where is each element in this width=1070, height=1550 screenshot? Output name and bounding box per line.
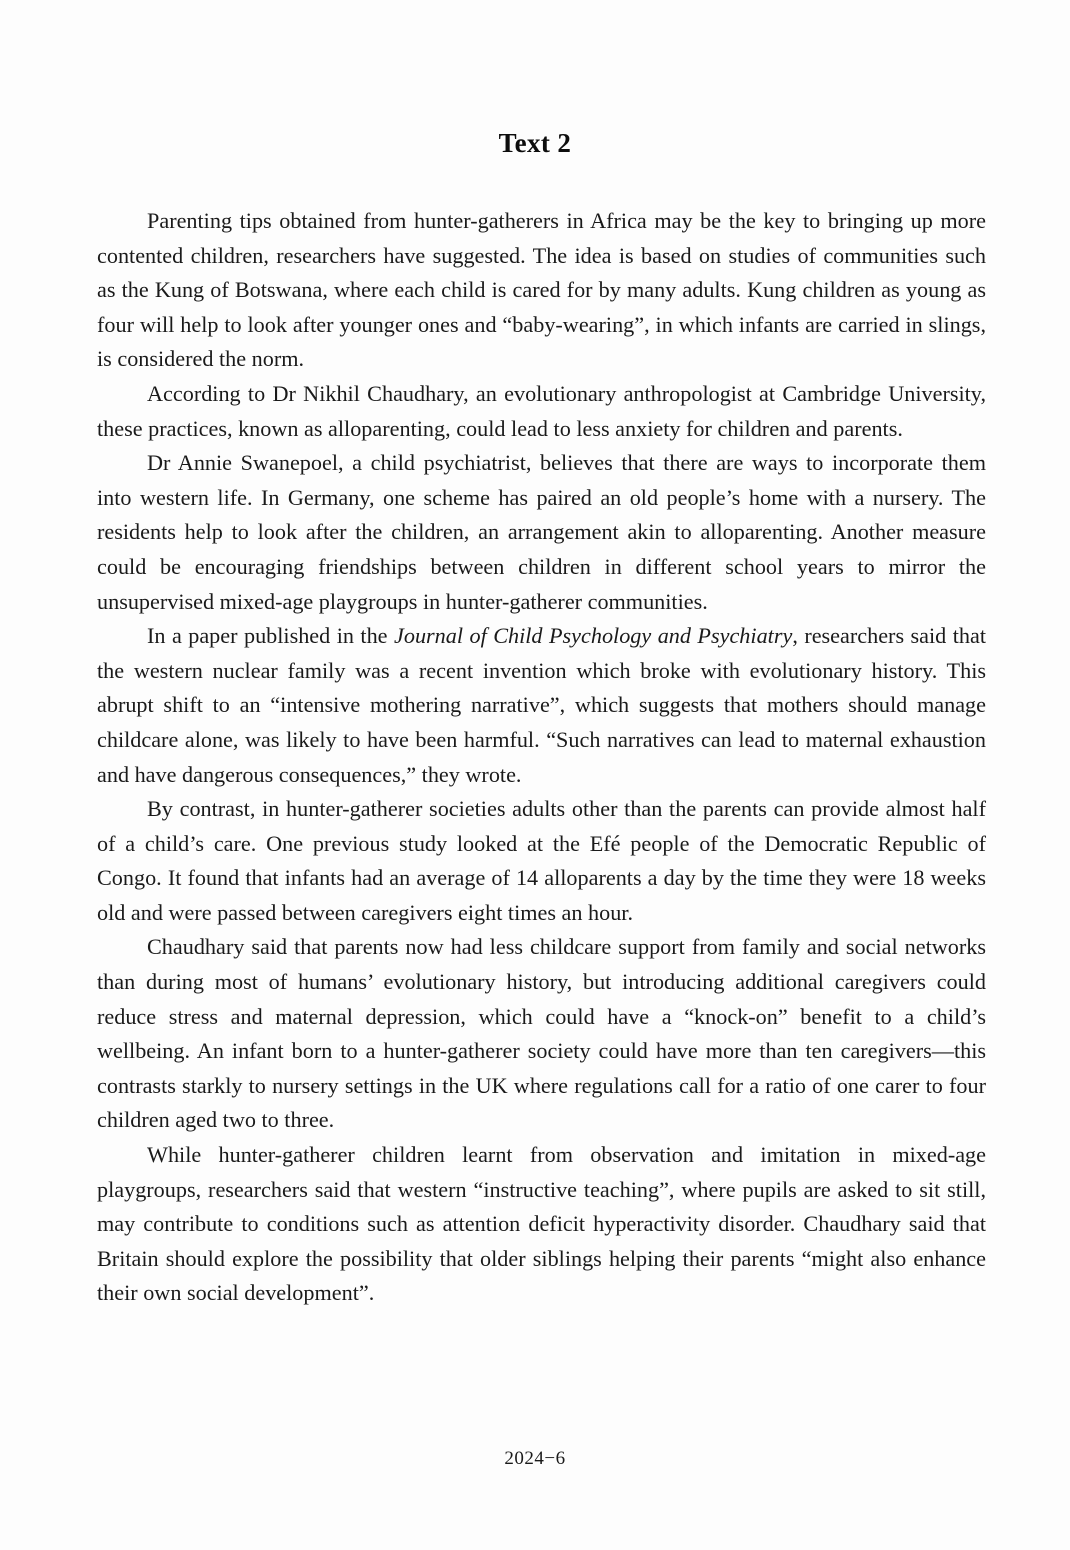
paragraph-1: Parenting tips obtained from hunter-gatherers in Africa may be the key to bringing up more contented children, researchers have suggested. The idea is based on studies of communities such as the Kung of Botswana, where each child is cared for by many adults. Kung children as young as four will help to look after younger ones and “baby-wearing”, in which infants are carried in slings, is considered the norm. <box>97 208 986 372</box>
page-title: Text 2 <box>498 128 572 158</box>
paragraph-6: Chaudhary said that parents now had less childcare support from family and social networks than during most of humans’ evolutionary history, but introducing additional caregivers could reduce stress and maternal depression, which could have a “knock-on” benefit to a child’s wellbeing. An infant born to a hunter-gatherer society could have more than ten caregivers—this contrasts starkly to nursery settings in the UK where regulations call for a ratio of one carer to four children aged two to three. <box>97 934 986 1133</box>
paragraph-3: Dr Annie Swanepoel, a child psychiatrist, believes that there are ways to incorporate them into western life. In Germany, one scheme has paired an old people’s home with a nursery. The residents help to look after the children, an arrangement akin to alloparenting. Another measure could be encouraging friendships between children in different school years to mirror the unsupervised mixed-age playgroups in hunter-gatherer communities. <box>97 450 986 614</box>
body-text-column <box>97 204 986 1311</box>
paragraph-2: According to Dr Nikhil Chaudhary, an evolutionary anthropologist at Cambridge University, these practices, known as alloparenting, could lead to less anxiety for children and parents. <box>97 380 986 441</box>
page-footer-number: 2024−6 <box>504 1448 566 1469</box>
paragraph-4-lead: In a paper published in the <box>147 623 394 649</box>
journal-title-italic: Journal of Child Psychology and Psychiatry <box>394 623 793 649</box>
paragraph-4 <box>97 619 986 792</box>
paragraph-5: By contrast, in hunter-gatherer societies adults other than the parents can provide almost half of a child’s care. One previous study looked at the Efé people of the Democratic Republic of Congo. It found that infants had an average of 14 alloparents a day by the time they were 18 weeks old and were passed between caregivers eight times an hour. <box>97 796 986 925</box>
paragraph-7: While hunter-gatherer children learnt from observation and imitation in mixed-age playgroups, researchers said that western “instructive teaching”, where pupils are asked to sit still, may contribute to conditions such as attention deficit hyperactivity disorder. Chaudhary said that Britain should explore the possibility that older siblings helping their parents “might also enhance their own social development”. <box>97 1142 986 1306</box>
paragraph-4-tail: , researchers said that the western nuclear family was a recent invention which broke with evolutionary history. This abrupt shift to an “intensive mothering narrative”, which suggests that mothers should manage childcare alone, was likely to have been harmful. “Such narratives can lead to maternal exhaustion and have dangerous consequences,” they wrote. <box>97 623 987 787</box>
